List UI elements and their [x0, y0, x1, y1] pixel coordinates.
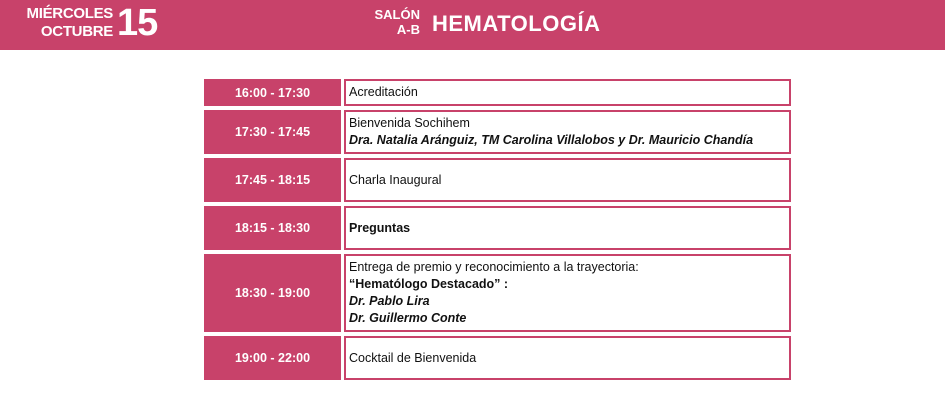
description-cell — [344, 79, 791, 106]
topic-title: HEMATOLOGÍA — [432, 11, 601, 36]
time-cell: 17:45 - 18:15 — [204, 158, 341, 202]
description-cell — [344, 110, 791, 154]
description-cell — [344, 254, 791, 332]
room-line-1: SALÓN — [374, 7, 420, 22]
room-line-2: A-B — [396, 22, 420, 37]
description-cell — [344, 158, 791, 202]
description-cell — [344, 336, 791, 380]
day-name: MIÉRCOLES — [26, 5, 113, 22]
time-cell: 18:15 - 18:30 — [204, 206, 341, 250]
description-line: Charla Inaugural — [349, 172, 442, 187]
description-line: Cocktail de Bienvenida — [349, 350, 477, 365]
month-name: OCTUBRE — [40, 23, 113, 40]
description-line: Acreditación — [349, 85, 418, 99]
speaker-name: Dr. Pablo Lira — [349, 294, 430, 308]
description-cell — [344, 206, 791, 250]
time-cell: 17:30 - 17:45 — [204, 110, 341, 154]
schedule-row — [204, 336, 791, 380]
day-number: 15 — [117, 2, 158, 44]
schedule-row — [204, 254, 791, 332]
schedule-row — [204, 206, 791, 250]
speaker-name: Dr. Guillermo Conte — [349, 311, 467, 325]
room-label — [360, 7, 420, 37]
speaker-names: Dra. Natalia Aránguiz, TM Carolina Villalobos y Dr. Mauricio Chandía — [349, 133, 754, 147]
schedule-table — [204, 79, 791, 384]
award-title: “Hematólogo Destacado” : — [349, 277, 509, 291]
schedule-row — [204, 158, 791, 202]
header-banner — [0, 0, 945, 50]
time-cell: 18:30 - 19:00 — [204, 254, 341, 332]
schedule-row — [204, 110, 791, 154]
description-line: Entrega de premio y reconocimiento a la trayectoria: — [349, 260, 639, 274]
date-label — [18, 5, 113, 41]
description-line: Bienvenida Sochihem — [349, 116, 470, 130]
description-line: Preguntas — [349, 220, 411, 235]
time-cell: 19:00 - 22:00 — [204, 336, 341, 380]
schedule-row — [204, 79, 791, 106]
time-cell: 16:00 - 17:30 — [204, 79, 341, 106]
